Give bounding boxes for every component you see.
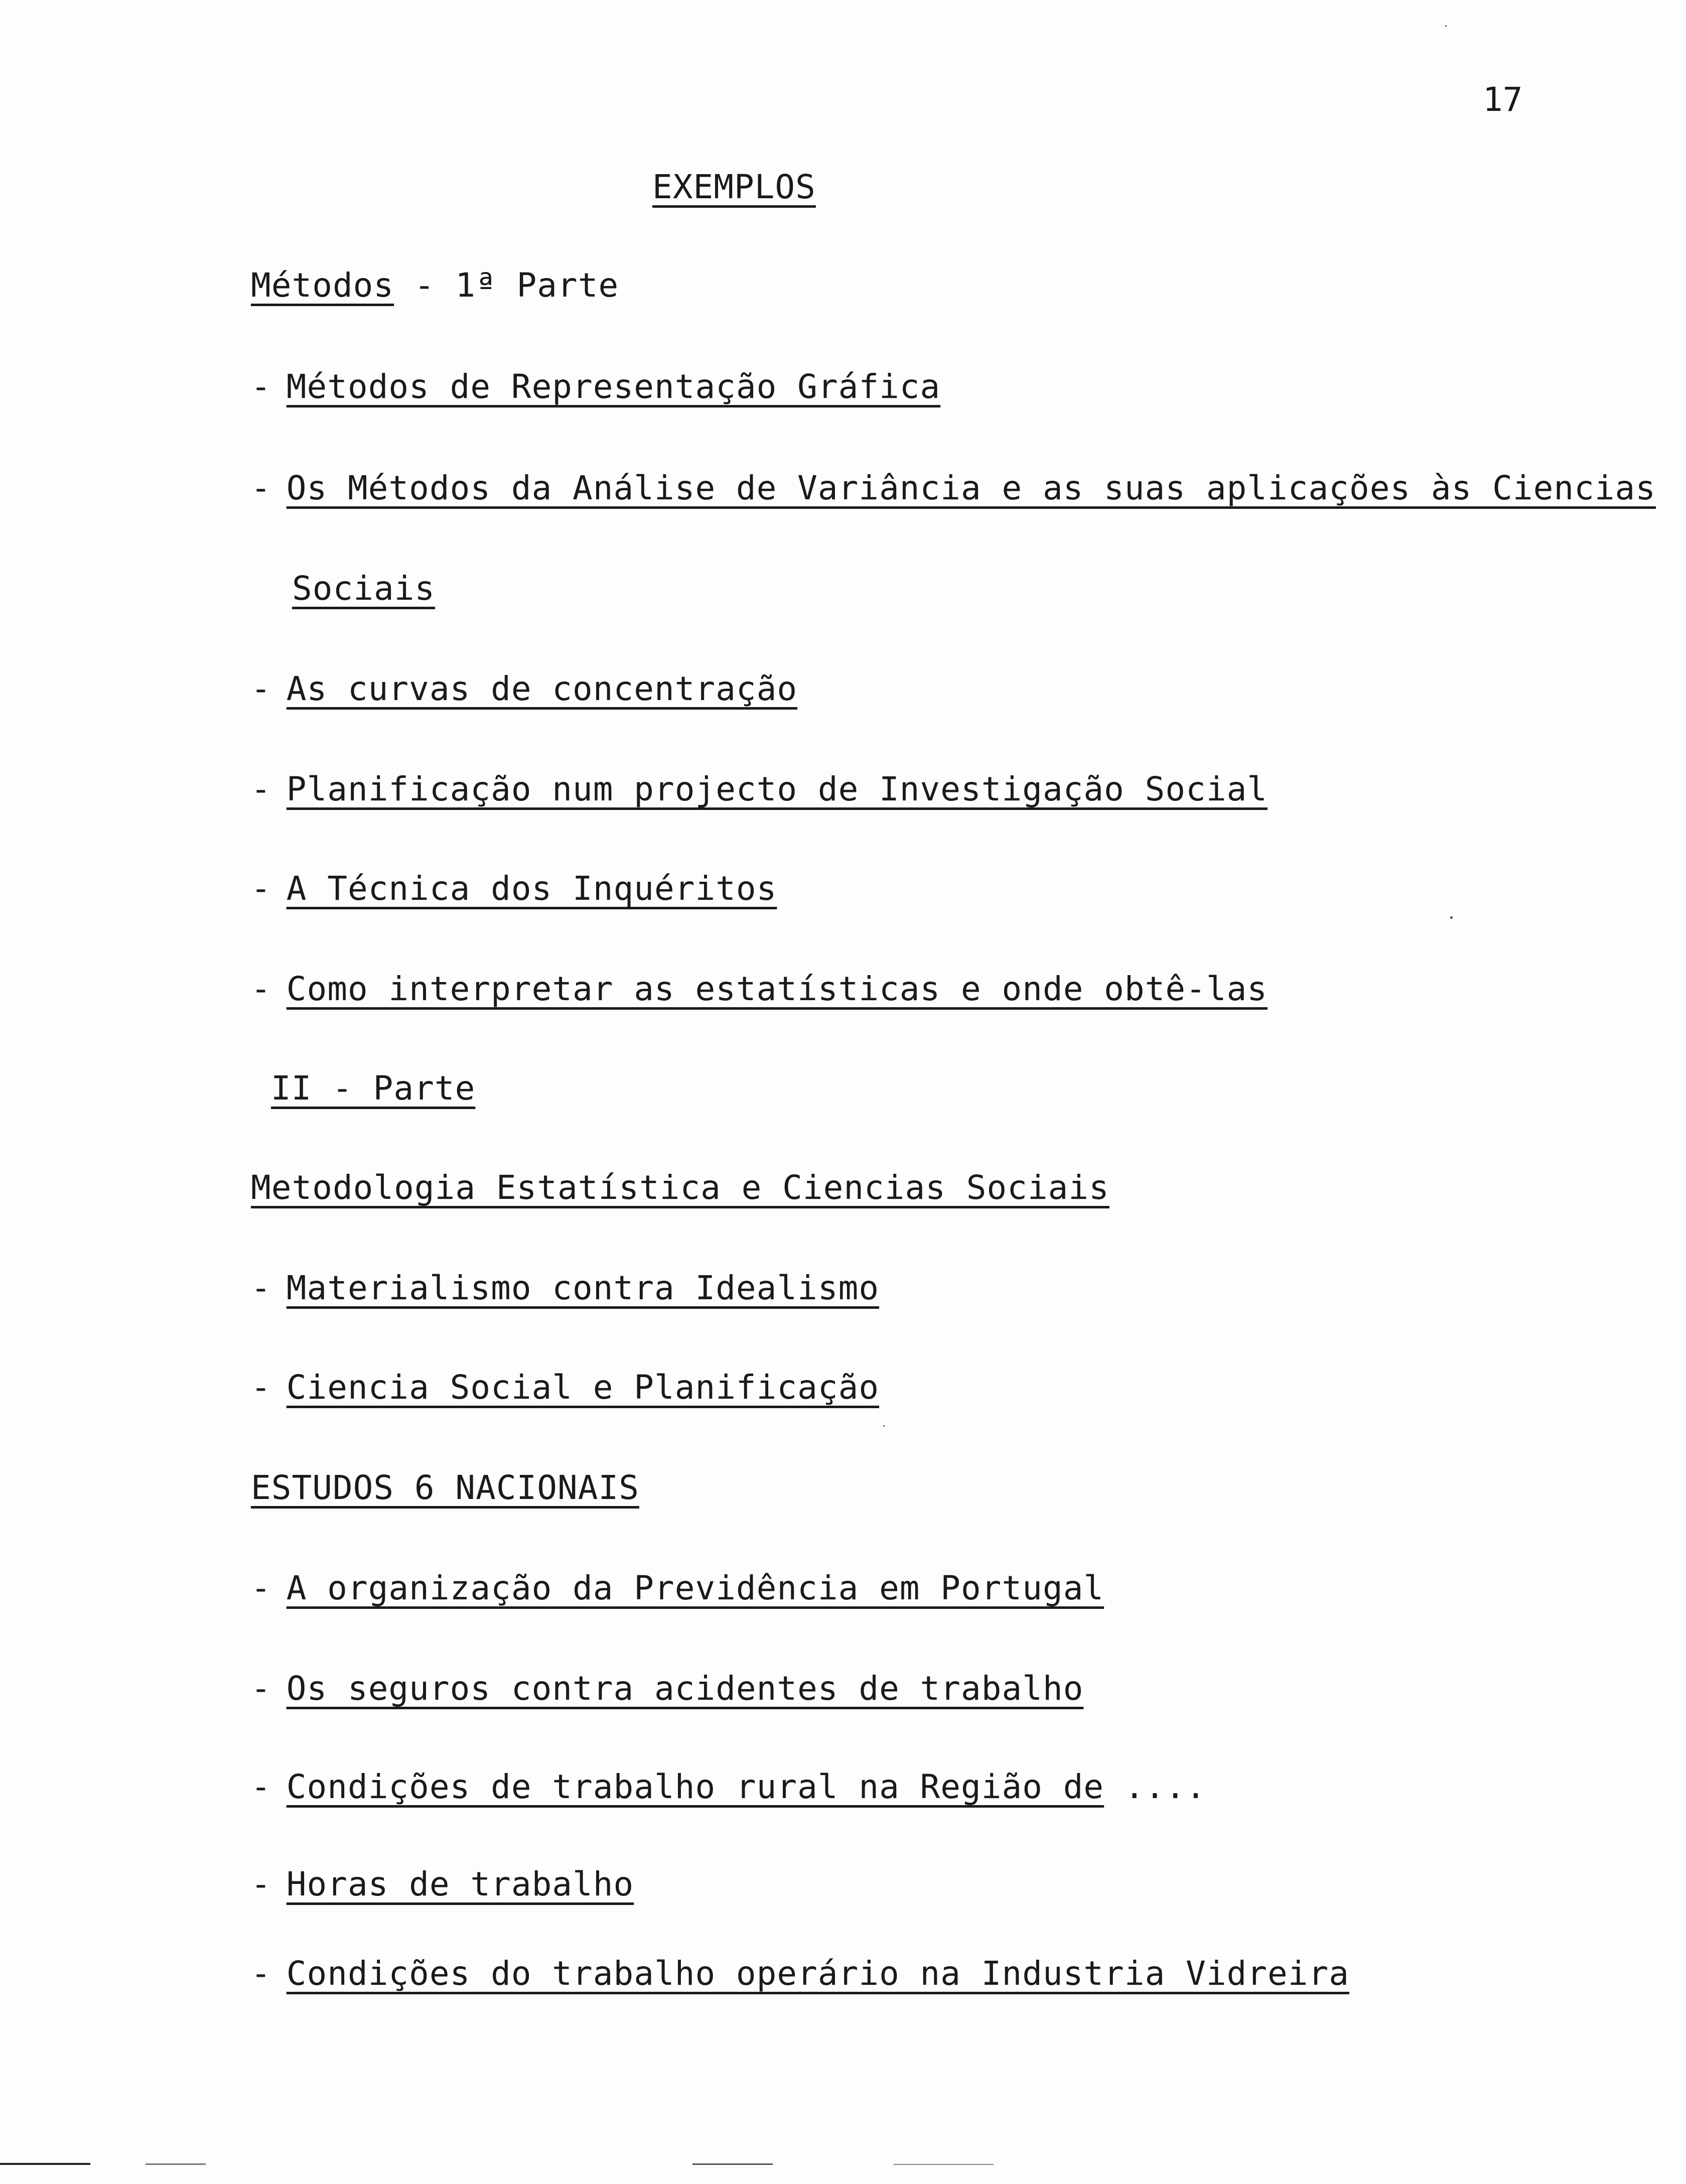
section-heading-text: ESTUDOS 6 NACIONAIS xyxy=(251,1468,639,1507)
section-heading-part-two xyxy=(271,1069,476,1108)
bullet-dash: - xyxy=(251,770,271,808)
list-item-text: A organização da Previdência em Portugal xyxy=(286,1569,1104,1607)
ellipsis-text: .... xyxy=(1104,1767,1206,1806)
list-item xyxy=(251,970,1268,1008)
list-item-continuation xyxy=(292,569,436,608)
list-item-text: Planificação num projecto de Investigação Social xyxy=(286,770,1268,808)
bullet-dash: - xyxy=(251,1767,271,1806)
bullet-dash: - xyxy=(251,1569,271,1607)
list-item-text: A Técnica dos Inquéritos xyxy=(286,869,777,908)
bullet-dash: - xyxy=(251,367,271,406)
list-item xyxy=(251,669,798,708)
scan-artifact xyxy=(883,1425,885,1427)
section-heading-text: Metodologia Estatística e Ciencias Sociais xyxy=(251,1168,1109,1207)
list-item xyxy=(251,1767,1206,1806)
bullet-dash: - xyxy=(251,1269,271,1307)
section-heading-text: II - Parte xyxy=(271,1069,476,1108)
scan-artifact xyxy=(0,2163,90,2165)
list-item-text: Materialismo contra Idealismo xyxy=(286,1269,880,1307)
list-item xyxy=(251,1269,880,1307)
list-item-text: Como interpretar as estatísticas e onde obtê-las xyxy=(286,970,1268,1008)
bullet-dash: - xyxy=(251,469,271,507)
list-item-text: Ciencia Social e Planificação xyxy=(286,1368,880,1407)
bullet-dash: - xyxy=(251,1865,271,1903)
list-item xyxy=(251,1569,1104,1607)
list-item xyxy=(251,869,777,908)
bullet-dash: - xyxy=(251,869,271,908)
bullet-dash: - xyxy=(251,669,271,708)
list-item xyxy=(251,367,941,406)
list-item xyxy=(251,770,1268,808)
page-title: EXEMPLOS xyxy=(652,168,816,206)
list-item-text: Horas de trabalho xyxy=(286,1865,634,1903)
list-item-text: Condições de trabalho rural na Região de xyxy=(286,1767,1104,1806)
bullet-dash: - xyxy=(251,1954,271,1993)
scan-artifact xyxy=(1450,916,1453,919)
page-number: 17 xyxy=(1483,80,1523,119)
list-item-text: As curvas de concentração xyxy=(286,669,798,708)
scan-artifact xyxy=(1445,25,1447,27)
scan-artifact xyxy=(893,2164,994,2165)
list-item xyxy=(251,1865,634,1903)
list-item-text: Os seguros contra acidentes de trabalho xyxy=(286,1669,1084,1708)
list-item-text: Os Métodos da Análise de Variância e as suas aplicações às Ciencias xyxy=(286,469,1656,507)
scan-artifact xyxy=(692,2163,773,2165)
list-item xyxy=(251,1669,1084,1708)
list-item xyxy=(251,469,1656,507)
bullet-dash: - xyxy=(251,970,271,1008)
list-item xyxy=(251,1954,1349,1993)
section-heading xyxy=(251,1468,639,1507)
bullet-dash: - xyxy=(251,1669,271,1708)
list-item-text: Métodos de Representação Gráfica xyxy=(286,367,941,406)
scan-artifact xyxy=(146,2163,206,2165)
list-item-text: Sociais xyxy=(292,569,436,608)
section-heading xyxy=(251,1168,1109,1207)
list-item-text: Condições do trabalho operário na Industria Vidreira xyxy=(286,1954,1349,1993)
section-heading-part-one: Métodos - 1ª Parte xyxy=(251,266,619,305)
list-item xyxy=(251,1368,880,1407)
bullet-dash: - xyxy=(251,1368,271,1407)
